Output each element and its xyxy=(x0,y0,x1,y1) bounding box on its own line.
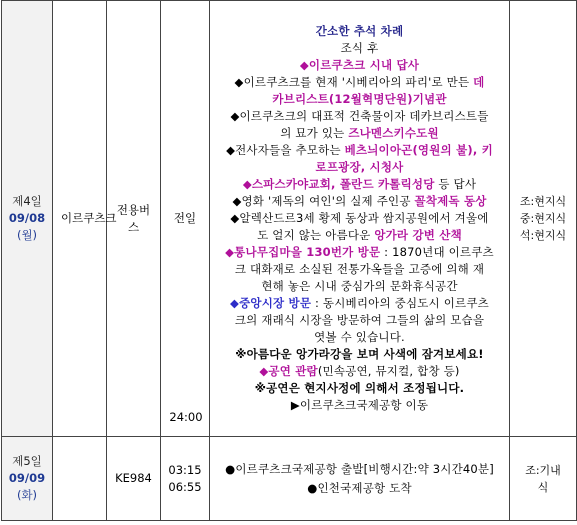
schedule-line-segment: 현해 놓은 시내 중심가의 문화휴식공간 xyxy=(261,279,458,293)
schedule-line-segment: ◆알렉산드르3세 황제 동상과 쌈지공원에서 겨울에 xyxy=(230,211,489,225)
schedule-line xyxy=(210,227,509,244)
schedule-line-segment: ◆중앙시장 방문 xyxy=(230,296,312,310)
schedule-line-segment: ◆스파스카야교회, 폴란드 카톨릭성당 xyxy=(242,177,435,191)
schedule-line xyxy=(210,295,509,312)
day-number: 제4일 xyxy=(12,194,42,208)
time-depart: 03:15 xyxy=(168,462,202,477)
schedule-line-segment: ◆이르쿠츠크 시내 답사 xyxy=(299,58,420,72)
day-date: 09/09 xyxy=(8,471,46,485)
day-number: 제5일 xyxy=(12,454,42,468)
schedule-line-segment: (민속공연, 뮤지컬, 합창 등) xyxy=(317,364,460,378)
day-date: 09/08 xyxy=(8,211,46,225)
schedule-line xyxy=(210,159,509,176)
itinerary-table xyxy=(1,0,577,521)
schedule-line-segment: 즈나멘스키수도원 xyxy=(348,126,439,140)
meal-dinner: 석:현지식 xyxy=(519,229,567,242)
transport-cell: 전용버스 xyxy=(107,1,161,437)
schedule-line-segment: 베츠늬이아곤(영원의 불), 키 xyxy=(344,143,493,157)
schedule-line-segment: 도 얼지 않는 아름다운 xyxy=(257,228,375,242)
schedule-line xyxy=(210,125,509,142)
schedule-line-segment: ◆이르쿠츠크를 현재 '시베리아의 파리'로 만든 xyxy=(234,75,474,89)
schedule-line xyxy=(210,40,509,57)
schedule-line-segment: 로프광장, 시청사 xyxy=(315,160,404,174)
schedule-line-segment: 의 묘가 있는 xyxy=(280,126,349,140)
schedule-line-segment: 크 대화재로 소실된 전통가옥들을 고증에 의해 재 xyxy=(234,262,485,276)
schedule-line xyxy=(210,176,509,193)
itinerary-row-day5 xyxy=(2,437,577,521)
schedule-line-segment: ※아름다운 앙가라강을 보며 사색에 잠겨보세요! xyxy=(235,347,484,361)
meal-lunch: 중:현지식 xyxy=(519,212,567,225)
schedule-line-segment: : 1870년대 이르쿠츠 xyxy=(380,245,494,259)
schedule-line xyxy=(210,380,509,397)
schedule-line-segment: 엿볼 수 있습니다. xyxy=(314,330,405,344)
schedule-line-segment: 등 답사 xyxy=(434,177,477,191)
schedule-line-segment: 앙가라 강변 산책 xyxy=(374,228,462,242)
schedule-line-segment: ▶이르쿠츠크국제공항 이동 xyxy=(290,398,429,412)
schedule-line-segment: 꼴착제독 동상 xyxy=(414,194,487,208)
schedule-line-segment: ◆영화 '제독의 여인'의 실제 주인공 xyxy=(232,194,415,208)
schedule-line xyxy=(210,244,509,261)
schedule-line: ●이르쿠츠크국제공항 출발[비행시간:약 3시간40분] xyxy=(225,462,494,476)
schedule-line-segment: 데 xyxy=(473,75,485,89)
schedule-line-segment: ◆이르쿠츠크의 대표적 건축물이자 데카브리스트들 xyxy=(230,109,489,123)
schedule-line xyxy=(210,397,509,414)
schedule-line xyxy=(210,91,509,108)
schedule-line xyxy=(210,312,509,329)
itinerary-row-day4 xyxy=(2,1,577,437)
schedule-line-segment: 간소한 추석 차례 xyxy=(315,24,404,38)
schedule-line: ●인천국제공항 도착 xyxy=(307,481,412,495)
day-weekday: (화) xyxy=(16,488,38,502)
schedule-line xyxy=(210,329,509,346)
schedule-line-segment: 카브리스트(12월혁명단원)기념관 xyxy=(272,92,447,106)
time-arrive: 06:55 xyxy=(168,479,202,494)
schedule-line xyxy=(210,278,509,295)
meal-breakfast: 조:현지식 xyxy=(519,195,567,208)
schedule-line-segment: ※공연은 현지사정에 의해서 조정됩니다. xyxy=(254,381,465,395)
schedule-line-segment: ◆통나무집마을 130번가 방문 xyxy=(225,245,381,259)
schedule-line xyxy=(210,74,509,91)
time-cell xyxy=(161,1,210,437)
schedule-line-segment: ◆전사자들을 추모하는 xyxy=(226,143,345,157)
time-all-day: 전일 xyxy=(173,211,197,225)
meals-cell xyxy=(510,437,577,521)
schedule-line xyxy=(210,57,509,74)
meals-cell xyxy=(510,1,577,437)
time-cell xyxy=(161,437,210,521)
meal-breakfast: 조:기내식 xyxy=(525,463,561,494)
schedule-line xyxy=(210,193,509,210)
schedule-content xyxy=(210,1,510,437)
schedule-content xyxy=(210,437,510,521)
schedule-line xyxy=(210,363,509,380)
city-cell: 이르쿠츠크 xyxy=(53,1,107,437)
flight-cell: KE984 xyxy=(107,437,161,521)
schedule-line-segment: ◆공연 관람 xyxy=(259,364,318,378)
schedule-line xyxy=(210,346,509,363)
schedule-line-segment: 조식 후 xyxy=(340,41,379,55)
schedule-line xyxy=(210,23,509,40)
schedule-line xyxy=(210,261,509,278)
schedule-line-segment: 크의 재래식 시장을 방문하여 그들의 삶의 모습을 xyxy=(234,313,485,327)
schedule-line-segment: : 동시베리아의 중심도시 이르쿠츠 xyxy=(311,296,489,310)
day-cell xyxy=(2,437,53,521)
schedule-line xyxy=(210,108,509,125)
day-cell xyxy=(2,1,53,437)
schedule-lines xyxy=(210,23,509,414)
time-late: 24:00 xyxy=(169,410,203,424)
city-cell xyxy=(53,437,107,521)
day-weekday: (월) xyxy=(16,228,38,242)
schedule-line xyxy=(210,142,509,159)
schedule-line xyxy=(210,210,509,227)
